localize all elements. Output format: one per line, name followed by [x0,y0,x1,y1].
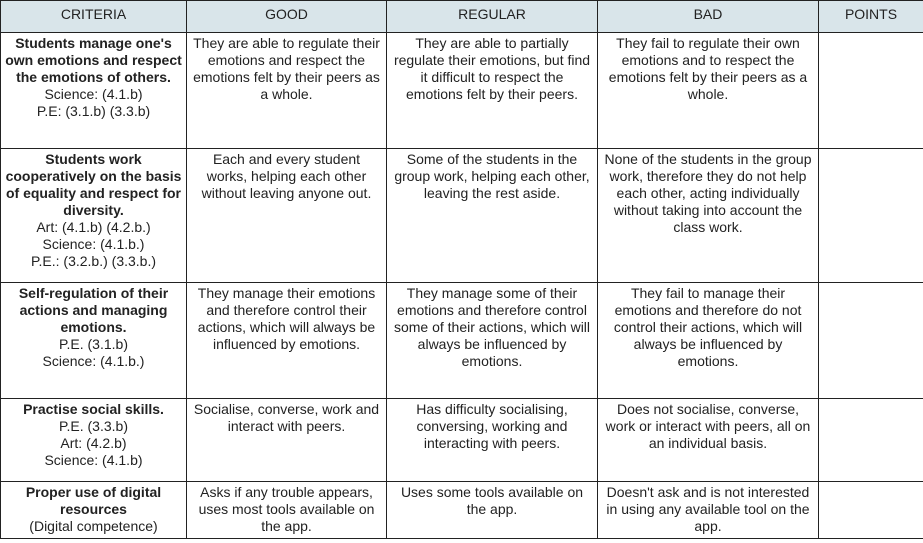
points-cell[interactable] [819,283,923,399]
table-row [1,33,923,149]
criteria-title: Students manage one's own emotions and respect the emotions of others. [5,35,182,85]
criteria-cell [1,482,187,539]
criteria-title: Practise social skills. [23,401,164,417]
criteria-title: Proper use of digital resources [25,484,162,517]
header-row [1,1,923,33]
table-row [1,399,923,482]
criteria-cell [1,149,187,283]
bad-cell: Doesn't ask and is not interested in using any available tool on the app. [598,482,819,539]
good-cell: They manage their emotions and therefore control their actions, which will always be influenced by emotions. [187,283,387,399]
bad-cell: Does not socialise, converse, work or interact with peers, all on an individual basis. [598,399,819,482]
table-row [1,149,923,283]
criteria-reference: P.E. (3.1.b) [58,336,128,352]
criteria-cell [1,399,187,482]
bad-cell: They fail to manage their emotions and therefore do not control their actions, which will always be influenced by emotions. [598,283,819,399]
regular-cell: Has difficulty socialising, conversing, working and interacting with peers. [387,399,598,482]
criteria-title: Self-regulation of their actions and managing emotions. [18,285,169,335]
criteria-reference: Science: (4.1.b) [44,86,143,102]
criteria-reference: Science: (4.1.b.) [42,353,145,369]
bad-cell: They fail to regulate their own emotions and to respect the emotions felt by their peers as a whole. [598,33,819,149]
regular-cell: Some of the students in the group work, helping each other, leaving the rest aside. [387,149,598,283]
criteria-reference: Art: (4.1.b) (4.2.b.) [36,219,151,235]
good-cell: Each and every student works, helping each other without leaving anyone out. [187,149,387,283]
points-cell[interactable] [819,33,923,149]
good-cell: They are able to regulate their emotions and respect the emotions felt by their peers as a whole. [187,33,387,149]
criteria-reference: Art: (4.2.b) [60,435,127,451]
criteria-reference: (Digital competence) [29,518,158,534]
header-good: GOOD [187,1,387,33]
good-cell: Socialise, converse, work and interact with peers. [187,399,387,482]
points-cell[interactable] [819,149,923,283]
bad-cell: None of the students in the group work, therefore they do not help each other, acting individually without taking into account the class work. [598,149,819,283]
header-criteria: CRITERIA [1,1,187,33]
regular-cell: They manage some of their emotions and therefore control some of their actions, which will always be influenced by emotions. [387,283,598,399]
points-cell[interactable] [819,399,923,482]
header-bad: BAD [598,1,819,33]
table-row [1,283,923,399]
criteria-reference: P.E.: (3.2.b.) (3.3.b.) [30,253,157,269]
criteria-cell [1,33,187,149]
criteria-reference: P.E: (3.1.b) (3.3.b) [36,103,151,119]
criteria-reference: Science: (4.1.b) [44,452,143,468]
criteria-reference: P.E. (3.3.b) [58,418,128,434]
header-regular: REGULAR [387,1,598,33]
criteria-reference: Science: (4.1.b.) [42,236,145,252]
header-points: POINTS [819,1,923,33]
criteria-cell [1,283,187,399]
regular-cell: They are able to partially regulate their emotions, but find it difficult to respect the emotions felt by their peers. [387,33,598,149]
criteria-title: Students work cooperatively on the basis of equality and respect for diversity. [5,151,182,218]
table-row [1,482,923,539]
good-cell: Asks if any trouble appears, uses most tools available on the app. [187,482,387,539]
regular-cell: Uses some tools available on the app. [387,482,598,539]
points-cell[interactable] [819,482,923,539]
